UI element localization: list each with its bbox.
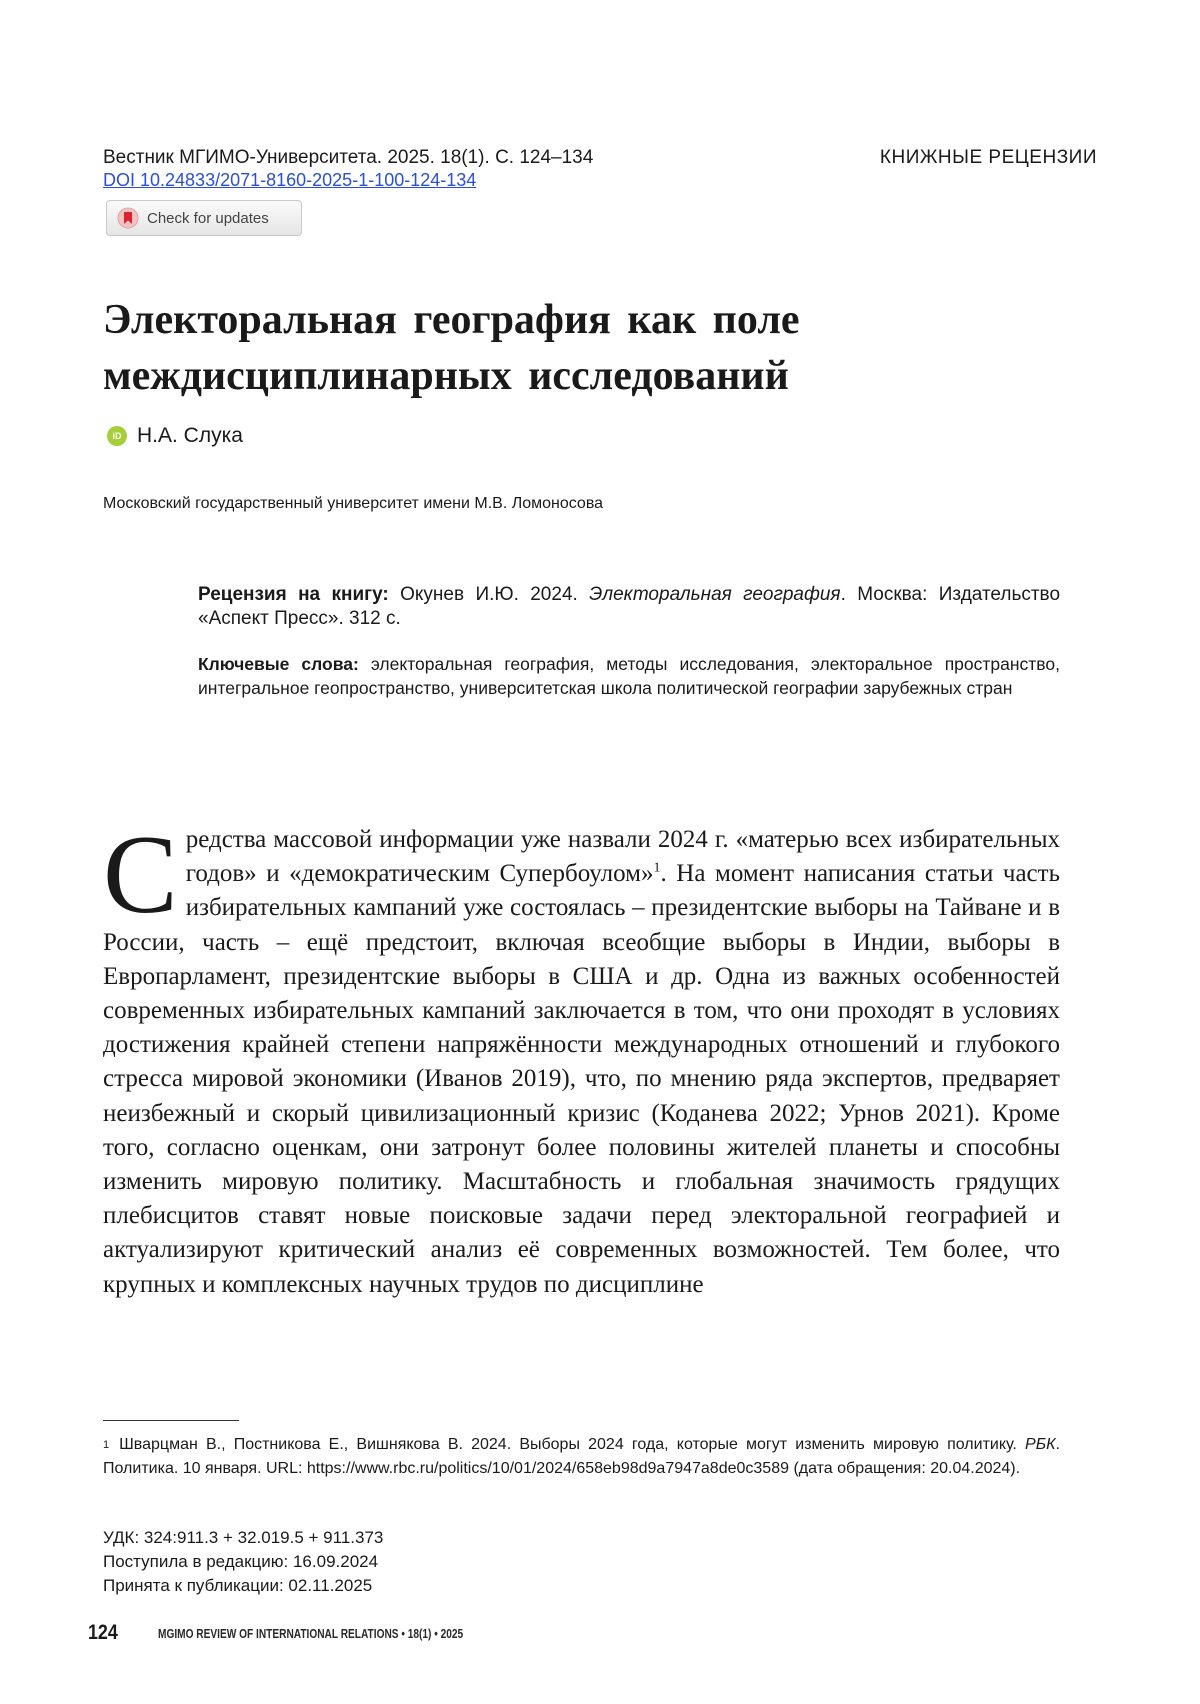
title-line-2: междисциплинарных исследований bbox=[103, 353, 789, 399]
keywords-text: электоральная география, методы исследования, электоральное пространство, интегральное геопространство, университетская школа политической географии зарубежных стран bbox=[198, 654, 1060, 698]
page-number: 124 bbox=[88, 1621, 118, 1644]
author bbox=[107, 424, 243, 448]
keywords-label: Ключевые слова: bbox=[198, 654, 359, 674]
received-date: Поступила в редакцию: 16.09.2024 bbox=[103, 1552, 379, 1571]
footnote-text-part-1: Шварцман В., Постникова Е., Вишнякова В. 2024. Выборы 2024 года, которые могут изменить мировую политику. bbox=[119, 1436, 1026, 1453]
footnote-reference[interactable]: 1 bbox=[653, 860, 661, 876]
footnote-text-part-2: . Политика. 10 января. URL: https://www.rbc.ru/politics/10/01/2024/658eb98d9a7947a8de0c3589 (дата обращения: 20.04.2024). bbox=[103, 1436, 1060, 1477]
review-author-year: Окунев И.Ю. 2024. bbox=[388, 584, 590, 605]
crossmark-icon bbox=[117, 207, 139, 229]
doi-link[interactable]: DOI 10.24833/2071-8160-2025-1-100-124-134 bbox=[103, 170, 477, 190]
title-line-1: Электоральная география как поле bbox=[103, 297, 800, 343]
article-title bbox=[103, 292, 1083, 404]
orcid-icon[interactable]: iD bbox=[107, 426, 127, 446]
article-meta bbox=[103, 1526, 383, 1598]
author-name: Н.А. Слука bbox=[137, 424, 243, 447]
footnote-number: 1 bbox=[103, 1439, 110, 1451]
keywords bbox=[198, 652, 1060, 700]
check-for-updates-label: Check for updates bbox=[147, 209, 269, 227]
author-affiliation: Московский государственный университет имени М.В. Ломоносова bbox=[103, 495, 604, 512]
review-book-title: Электоральная география bbox=[589, 584, 841, 605]
footnote-divider bbox=[103, 1420, 239, 1421]
footnote bbox=[103, 1433, 1060, 1481]
book-review-reference bbox=[198, 583, 1060, 631]
accepted-date: Принята к публикации: 02.11.2025 bbox=[103, 1576, 373, 1595]
review-label: Рецензия на книгу: bbox=[198, 584, 389, 605]
journal-citation: Вестник МГИМО-Университета. 2025. 18(1). С. 124–134 bbox=[103, 147, 594, 168]
drop-cap: С bbox=[103, 813, 178, 937]
check-for-updates-button[interactable] bbox=[106, 200, 302, 236]
section-name: КНИЖНЫЕ РЕЦЕНЗИИ bbox=[879, 147, 1097, 168]
footnote-source: РБК bbox=[1025, 1436, 1056, 1453]
review-publisher: . Москва: Издательство «Аспект Пресс». 312 с. bbox=[198, 584, 1061, 629]
footer-journal-name: MGIMO REVIEW OF INTERNATIONAL RELATIONS • 18(1) • 2025 bbox=[158, 1626, 464, 1641]
body-text-part-2: . На момент написания статьи часть избирательных кампаний уже состоялась – президентские выборы на Тайване и в России, часть – ещё предстоит, включая всеобщие выборы в Индии, выборы в Европарламент, президентские выборы в США и др. Одна из важных особенностей современных избирательных кампаний заключается в том, что они проходят в условиях достижения крайней степени напряжённости международных отношений и глубокого стресса мировой экономики (Иванов 2019), что, по мнению ряда экспертов, предваряет неизбежный и скорый цивилизационный кризис (Коданева 2022; Урнов 2021). Кроме того, согласно оценкам, они затронут более половины жителей планеты и способны изменить мировую политику. Масштабность и глобальная значимость грядущих плебисцитов ставят новые поисковые задачи перед электоральной географией и актуализируют критический анализ её современных возможностей. Тем более, что крупных и комплексных научных трудов по дисциплине bbox=[103, 860, 1060, 1298]
article-body-paragraph bbox=[103, 813, 1060, 1302]
body-text-part-1: редства массовой информации уже назвали 2024 г. «матерью всех избирательных годов» и «демократическим Супербоулом» bbox=[185, 826, 1060, 888]
udc-code: УДК: 324:911.3 + 32.019.5 + 911.373 bbox=[103, 1528, 384, 1547]
